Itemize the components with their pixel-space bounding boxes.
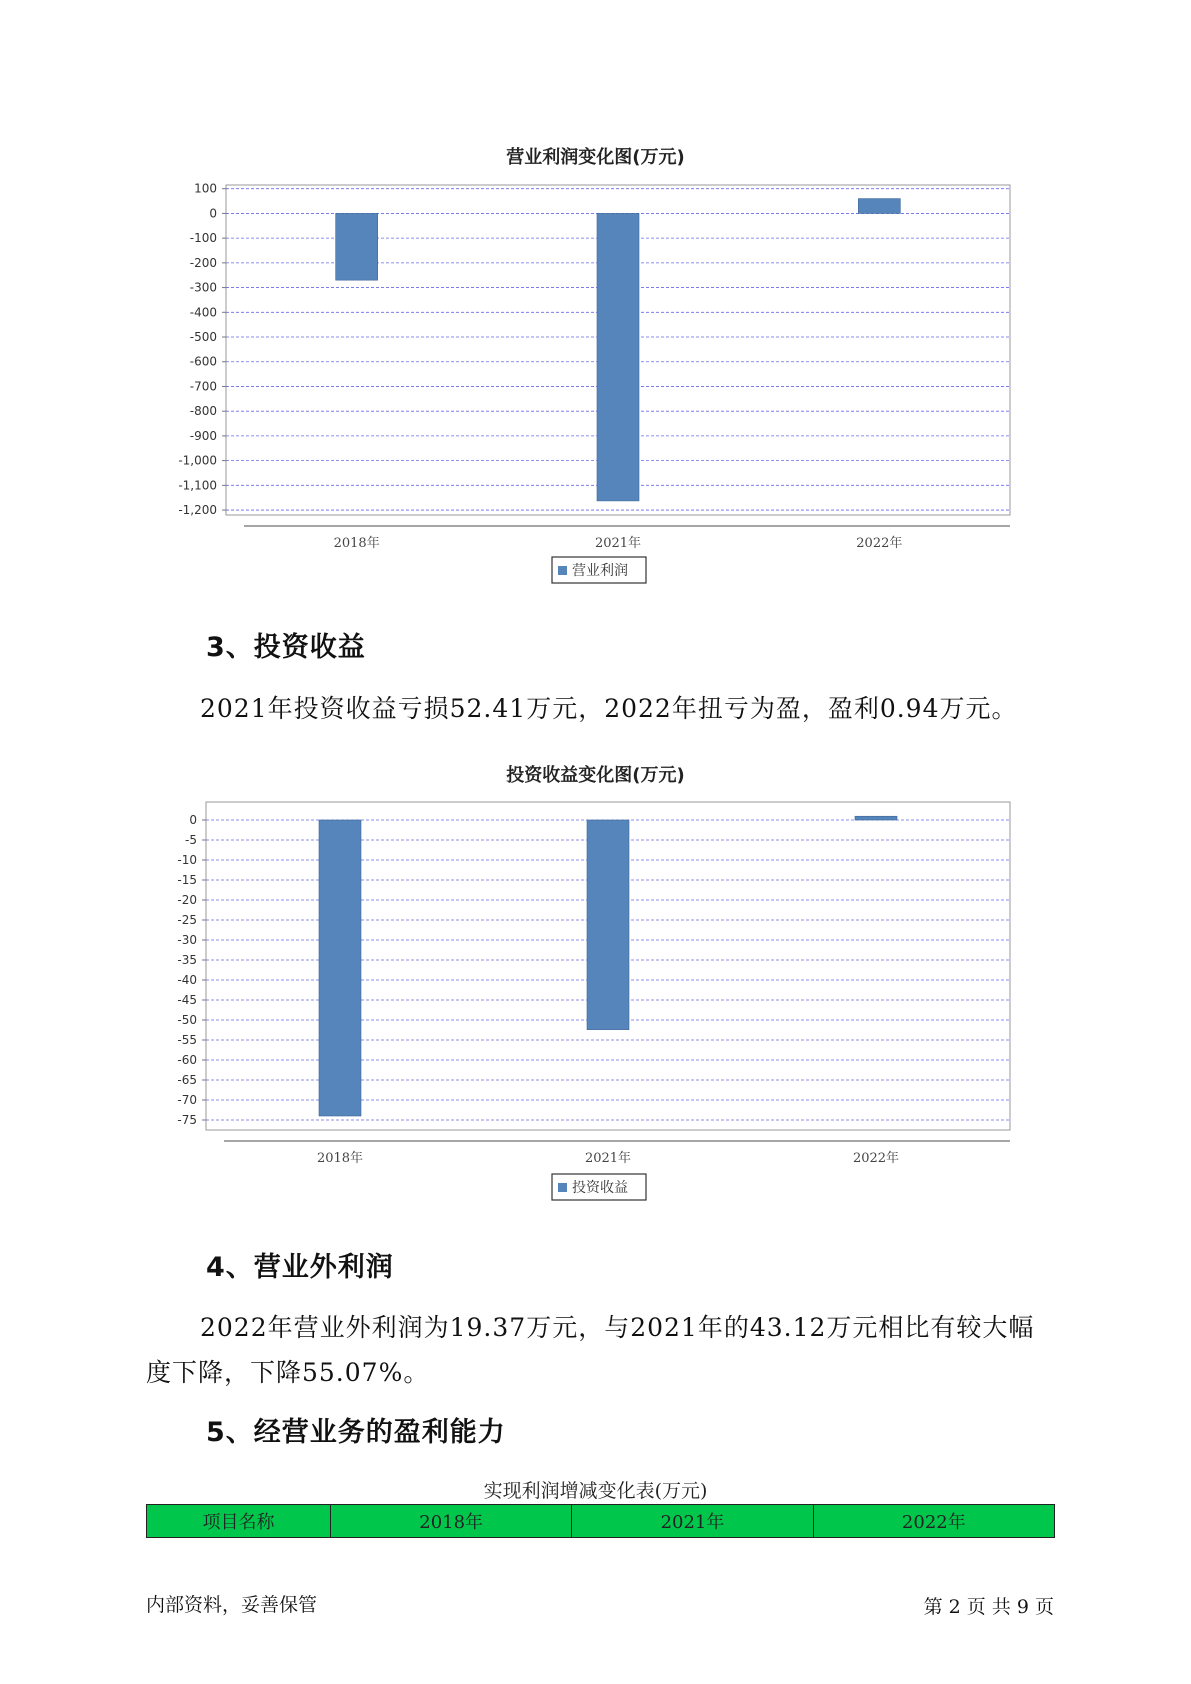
footer-page-number: 第 2 页 共 9 页 — [923, 1596, 1054, 1618]
y-tick-label: -55 — [177, 1033, 197, 1047]
legend-label: 营业利润 — [572, 563, 628, 579]
y-tick-label: -25 — [177, 913, 197, 927]
y-tick-label: -1,200 — [178, 503, 217, 518]
x-tick-label: 2021年 — [594, 536, 642, 551]
y-tick-label: -500 — [189, 330, 217, 345]
y-tick-label: -65 — [177, 1073, 197, 1087]
legend-swatch — [558, 1183, 567, 1192]
y-tick-label: -1,100 — [178, 478, 217, 493]
y-tick-label: -35 — [177, 953, 197, 967]
y-tick-label: 0 — [189, 813, 197, 827]
table-header-cell: 项目名称 — [147, 1505, 331, 1538]
operating-profit-chart-title: 营业利润变化图(万元) — [506, 147, 685, 168]
footer-confidential-note: 内部资料，妥善保管 — [146, 1594, 318, 1616]
y-tick-label: -75 — [177, 1113, 197, 1127]
y-tick-label: -50 — [177, 1013, 197, 1027]
table-header-row — [147, 1505, 1055, 1538]
y-tick-label: -800 — [189, 404, 217, 419]
y-tick-label: -15 — [177, 873, 197, 887]
y-tick-label: -400 — [189, 305, 217, 320]
table-header-cell: 2018年 — [331, 1505, 572, 1538]
x-tick-label: 2018年 — [333, 536, 380, 551]
bar — [855, 816, 897, 820]
y-tick-label: -900 — [189, 428, 217, 443]
section-text-investment: 2021年投资收益亏损52.41万元，2022年扭亏为盈，盈利0.94万元。 — [200, 694, 1018, 723]
y-tick-label: -10 — [177, 853, 197, 867]
x-tick-label: 2022年 — [856, 536, 903, 551]
y-tick-label: 100 — [194, 181, 217, 196]
y-tick-label: -200 — [189, 255, 217, 270]
investment-income-chart-title: 投资收益变化图(万元) — [506, 765, 685, 786]
x-tick-label: 2022年 — [852, 1151, 900, 1166]
y-tick-label: -60 — [177, 1053, 197, 1067]
y-tick-label: -20 — [177, 893, 197, 907]
bar — [319, 820, 361, 1116]
y-tick-label: -45 — [177, 993, 197, 1007]
x-tick-label: 2021年 — [584, 1151, 632, 1166]
legend-label: 投资收益 — [572, 1180, 628, 1196]
x-tick-label: 2018年 — [316, 1151, 364, 1166]
table-caption: 实现利润增减变化表(万元) — [483, 1480, 708, 1502]
y-tick-label: -300 — [189, 280, 217, 295]
section-heading-non-operating: 4、营业外利润 — [206, 1252, 394, 1283]
y-tick-label: -5 — [185, 833, 197, 847]
y-tick-label: 0 — [209, 206, 217, 221]
table-header-cell: 2021年 — [572, 1505, 813, 1538]
y-tick-label: -1,000 — [178, 453, 217, 468]
table-header-cell: 2022年 — [813, 1505, 1054, 1538]
profit-change-table — [146, 1504, 1055, 1538]
section-text-non-operating: 2022年营业外利润为19.37万元，与2021年的43.12万元相比有较大幅度下降，下降55.07%。 — [146, 1313, 1035, 1387]
section-heading-investment: 3、投资收益 — [206, 632, 366, 663]
bar — [587, 820, 629, 1030]
y-tick-label: -100 — [189, 231, 217, 246]
y-tick-label: -30 — [177, 933, 197, 947]
y-tick-label: -40 — [177, 973, 197, 987]
section-heading-profitability: 5、经营业务的盈利能力 — [206, 1417, 506, 1448]
y-tick-label: -70 — [177, 1093, 197, 1107]
y-tick-label: -600 — [189, 354, 217, 369]
y-tick-label: -700 — [189, 379, 217, 394]
